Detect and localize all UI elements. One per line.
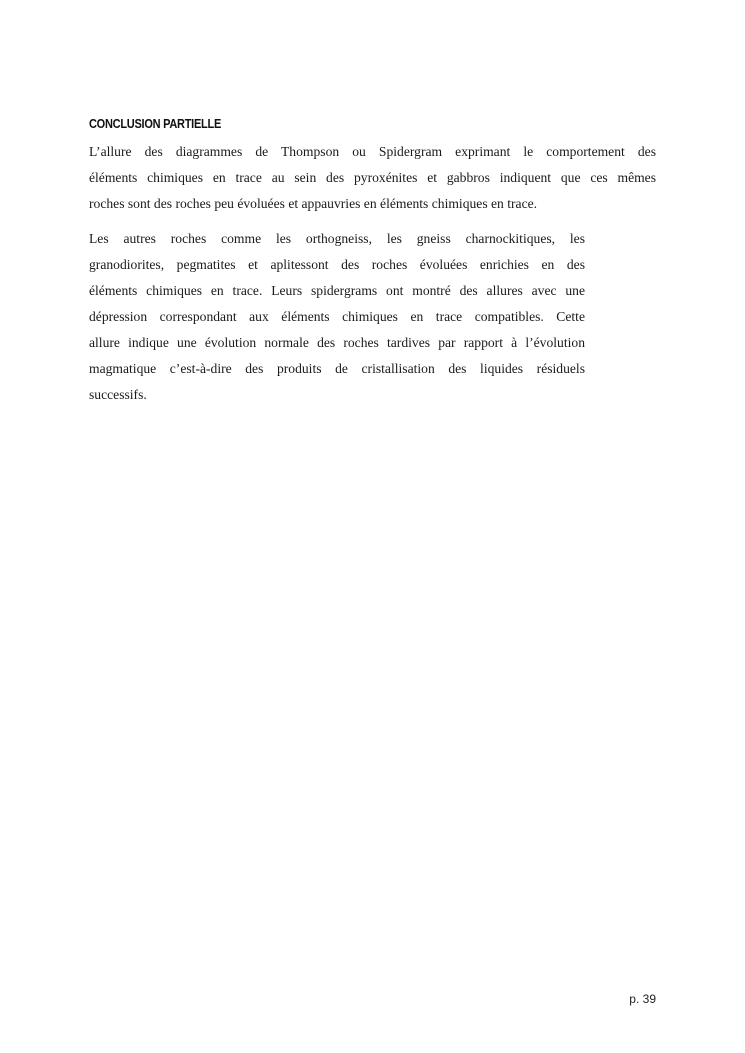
paragraph-line: L’allure des diagrammes de Thompson ou Spidergram exprimant le comportement des: [89, 144, 656, 159]
paragraph-other-rocks: [89, 226, 585, 408]
paragraph-line: éléments chimiques en trace au sein des pyroxénites et gabbros indiquent que ces mêmes: [89, 170, 656, 185]
paragraph-line: Les autres roches comme les orthogneiss, les gneiss charnockitiques, les: [89, 231, 585, 246]
section-heading: CONCLUSION PARTIELLE: [89, 117, 222, 131]
paragraph-line: dépression correspondant aux éléments chimiques en trace compatibles. Cette: [89, 309, 585, 324]
paragraph-line: allure indique une évolution normale des roches tardives par rapport à l’évolution: [89, 335, 585, 350]
paragraph-line: successifs.: [89, 387, 147, 402]
paragraph-line: éléments chimiques en trace. Leurs spidergrams ont montré des allures avec une: [89, 283, 585, 298]
paragraph-line: magmatique c’est-à-dire des produits de cristallisation des liquides résiduels: [89, 361, 585, 376]
page-number: p. 39: [629, 992, 656, 1006]
paragraph-line: roches sont des roches peu évoluées et appauvries en éléments chimiques en trace.: [89, 196, 538, 211]
paragraph-conclusion-summary: [89, 139, 656, 217]
paragraph-line: granodiorites, pegmatites et aplitessont des roches évoluées enrichies en des: [89, 257, 585, 272]
